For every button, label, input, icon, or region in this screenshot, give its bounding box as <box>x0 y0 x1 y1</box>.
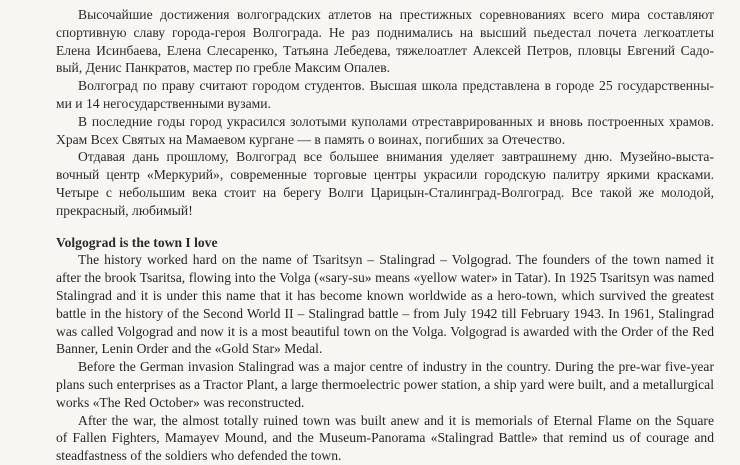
ru-p1-line-2: спортивную славу города-героя Волгограда. Не раз поднимались на высший пьедестал почета легкоатлеты <box>56 24 714 40</box>
en-p1-line-4: battle in the history of the Second World II – Stalingrad battle – from July 1942 till February 1943. In 1961, Stalingrad <box>56 305 714 321</box>
en-p2-line-2: plans such enterprises as a Tractor Plant, a large thermoelectric power station, a ship yard were built, and a metallurgical <box>56 376 714 392</box>
en-p1-line-5: was called Volgograd and now it is a most beautiful town on the Volga. Volgograd is awarded with the Order of the Red <box>56 323 714 339</box>
english-heading: Volgograd is the town I love <box>56 234 218 250</box>
en-p1-line-2: after the brook Tsaritsa, flowing into the Volga («sary-su» means «yellow water» in Tatar). In 1925 Tsaritsyn was named <box>56 270 714 286</box>
ru-p1-line-1: Высочайшие достижения волгоградских атлетов на престижных соревнованиях всего мира составляют <box>78 7 714 22</box>
ru-p4-line-2: вочный центр «Меркурий», современные торговые центры украсили городскую палитру яркими красками. <box>56 167 714 183</box>
en-p2-line-1: Before the German invasion Stalingrad was a major centre of industry in the country. During the pre-war five-year <box>78 359 714 375</box>
russian-section <box>56 6 714 220</box>
ru-p4-line-3: Четыре с небольшим века стоит на берегу Волги Царицын-Сталинград-Волгоград. Все такой же молодой, <box>56 184 714 200</box>
ru-p4-line-1: Отдавая дань прошлому, Волгоград все большее внимания уделяет завтрашнему дню. Музейно-выста- <box>78 149 714 165</box>
en-p2-line-3: works «The Red October» was reconstructed. <box>56 394 305 410</box>
ru-p2-line-1: Волгоград по праву считают городом студентов. Высшая школа представлена в городе 25 государственны- <box>78 78 714 94</box>
en-p1-line-6: Banner, Lenin Order and the «Gold Star» Medal. <box>56 341 323 357</box>
ru-p2-line-2: ми и 14 негосударственными вузами. <box>56 95 271 111</box>
ru-p3-line-2: Храм Всех Святых на Мамаевом кургане — в память о воинах, погибших за Отечество. <box>56 131 566 147</box>
ru-p3-line-1: В последние годы город украсился золотыми куполами отреставрированных и вновь построенных храмов. <box>78 113 714 129</box>
ru-p1-line-4: вый, Денис Панкратов, мастер по гребле Максим Опалев. <box>56 60 391 76</box>
en-p3-line-3: steadfastness of the soldiers who defended the town. <box>56 448 342 464</box>
english-section <box>56 234 714 465</box>
en-p1-line-1: The history worked hard on the name of Tsaritsyn – Stalingrad – Volgograd. The founders of the town named it <box>78 252 714 268</box>
ru-p4-line-4: прекрасный, любимый! <box>56 202 193 218</box>
section-gap <box>56 220 714 234</box>
en-p1-line-3: Stalingrad and it is under this name that it has become known worldwide as a hero-town, which survived the greatest <box>56 287 714 303</box>
en-p3-line-1: After the war, the almost totally ruined town was built anew and it is memorials of Eternal Flame on the Square <box>78 412 714 428</box>
ru-p1-line-3: Елена Исинбаева, Елена Слесаренко, Татьяна Лебедева, тяжелоатлет Алексей Петров, пловцы Евгений Садо- <box>56 42 714 58</box>
en-p3-line-2: of Fallen Fighters, Mamayev Mound, and the Museum-Panorama «Stalingrad Battle» that remind us of courage and <box>56 430 714 446</box>
